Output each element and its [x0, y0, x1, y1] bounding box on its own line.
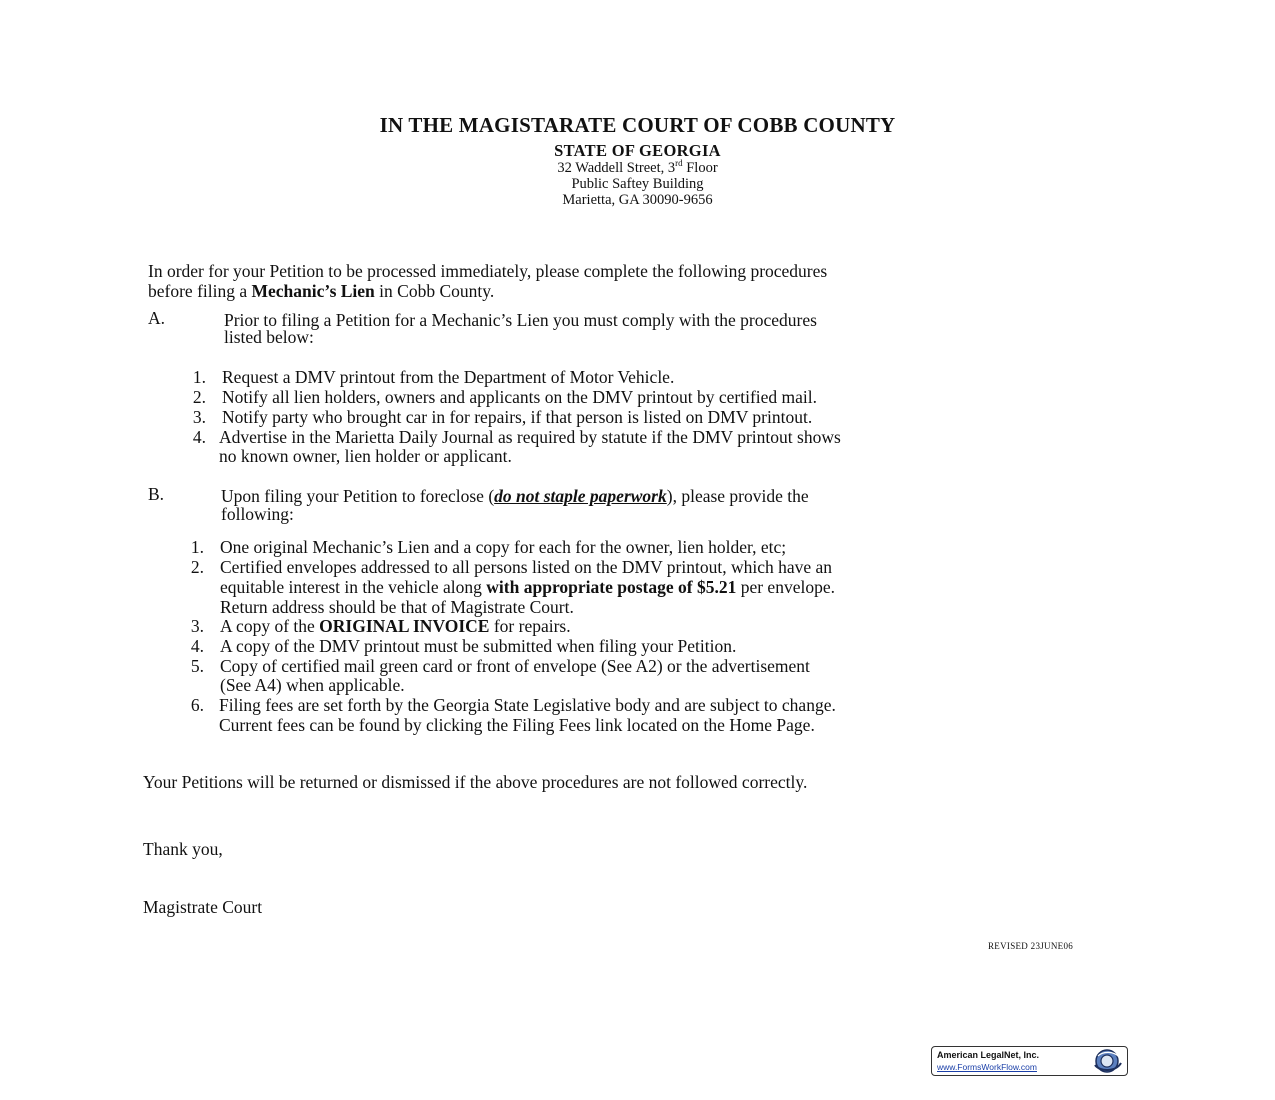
b-item-3: A copy of the ORIGINAL INVOICE for repairs.	[220, 616, 571, 636]
address-line-2: Public Saftey Building	[571, 176, 704, 192]
b-item-6-line-1: Filing fees are set forth by the Georgia State Legislative body and are subject to change.	[219, 695, 836, 715]
address-line-1: 32 Waddell Street, 3rd Floor	[557, 158, 718, 176]
b-item-2-line-2: equitable interest in the vehicle along with appropriate postage of $5.21 per envelope.	[220, 577, 835, 597]
a-item-4-line-1: Advertise in the Marietta Daily Journal as required by statute if the DMV printout shows	[219, 427, 841, 447]
american-legalnet-logo[interactable]	[931, 1046, 1128, 1076]
a-item-1: Request a DMV printout from the Department of Motor Vehicle.	[222, 367, 675, 387]
revised-stamp: REVISED 23JUNE06	[988, 941, 1074, 951]
signature-text: Magistrate Court	[143, 897, 263, 917]
address-line-3: Marietta, GA 30090-9656	[562, 192, 713, 208]
logo-company-name: American LegalNet, Inc.	[937, 1050, 1040, 1060]
b-item-4: A copy of the DMV printout must be submitted when filing your Petition.	[220, 636, 737, 656]
section-b-text-line-1: Upon filing your Petition to foreclose (do not staple paperwork), please provide the	[221, 486, 809, 506]
warning-text: Your Petitions will be returned or dismissed if the above procedures are not followed correctly.	[143, 772, 808, 792]
b-item-2-number: 2.	[190, 557, 204, 577]
a-item-4-line-2: no known owner, lien holder or applicant.	[219, 446, 512, 466]
section-b-text-line-2: following:	[221, 504, 294, 524]
b-item-6-number: 6.	[190, 695, 204, 715]
b-item-5-line-1: Copy of certified mail green card or front of envelope (See A2) or the advertisement	[220, 656, 810, 676]
a-item-3: Notify party who brought car in for repairs, if that person is listed on DMV printout.	[222, 407, 813, 427]
section-b-label: B.	[148, 484, 165, 504]
a-item-2: Notify all lien holders, owners and applicants on the DMV printout by certified mail.	[222, 387, 818, 407]
globe-swirl-icon	[1090, 1048, 1124, 1074]
b-item-2-line-1: Certified envelopes addressed to all persons listed on the DMV printout, which have an	[220, 557, 833, 577]
a-item-3-number: 3.	[192, 407, 206, 427]
logo-url-link[interactable]: www.FormsWorkFlow.com	[937, 1062, 1037, 1072]
section-a-text-line-1: Prior to filing a Petition for a Mechanic’s Lien you must comply with the procedures	[224, 310, 817, 330]
b-item-5-number: 5.	[190, 656, 204, 676]
a-item-2-number: 2.	[192, 387, 206, 407]
state-heading: STATE OF GEORGIA	[554, 141, 721, 160]
section-a-label: A.	[148, 308, 166, 328]
intro-line-1: In order for your Petition to be processed immediately, please complete the following procedures	[148, 261, 828, 281]
a-item-1-number: 1.	[192, 367, 206, 387]
b-item-6-line-2: Current fees can be found by clicking the Filing Fees link located on the Home Page.	[219, 715, 815, 735]
section-a-text-line-2: listed below:	[224, 327, 314, 347]
intro-line-2: before filing a Mechanic’s Lien in Cobb County.	[148, 281, 495, 301]
b-item-1: One original Mechanic’s Lien and a copy for each for the owner, lien holder, etc;	[220, 537, 787, 557]
b-item-2-line-3: Return address should be that of Magistrate Court.	[220, 597, 574, 617]
a-item-4-number: 4.	[192, 427, 206, 447]
court-title: IN THE MAGISTARATE COURT OF COBB COUNTY	[379, 113, 896, 137]
b-item-1-number: 1.	[190, 537, 204, 557]
b-item-5-line-2: (See A4) when applicable.	[220, 675, 405, 695]
b-item-4-number: 4.	[190, 636, 204, 656]
thanks-text: Thank you,	[143, 839, 223, 859]
b-item-3-number: 3.	[190, 616, 204, 636]
